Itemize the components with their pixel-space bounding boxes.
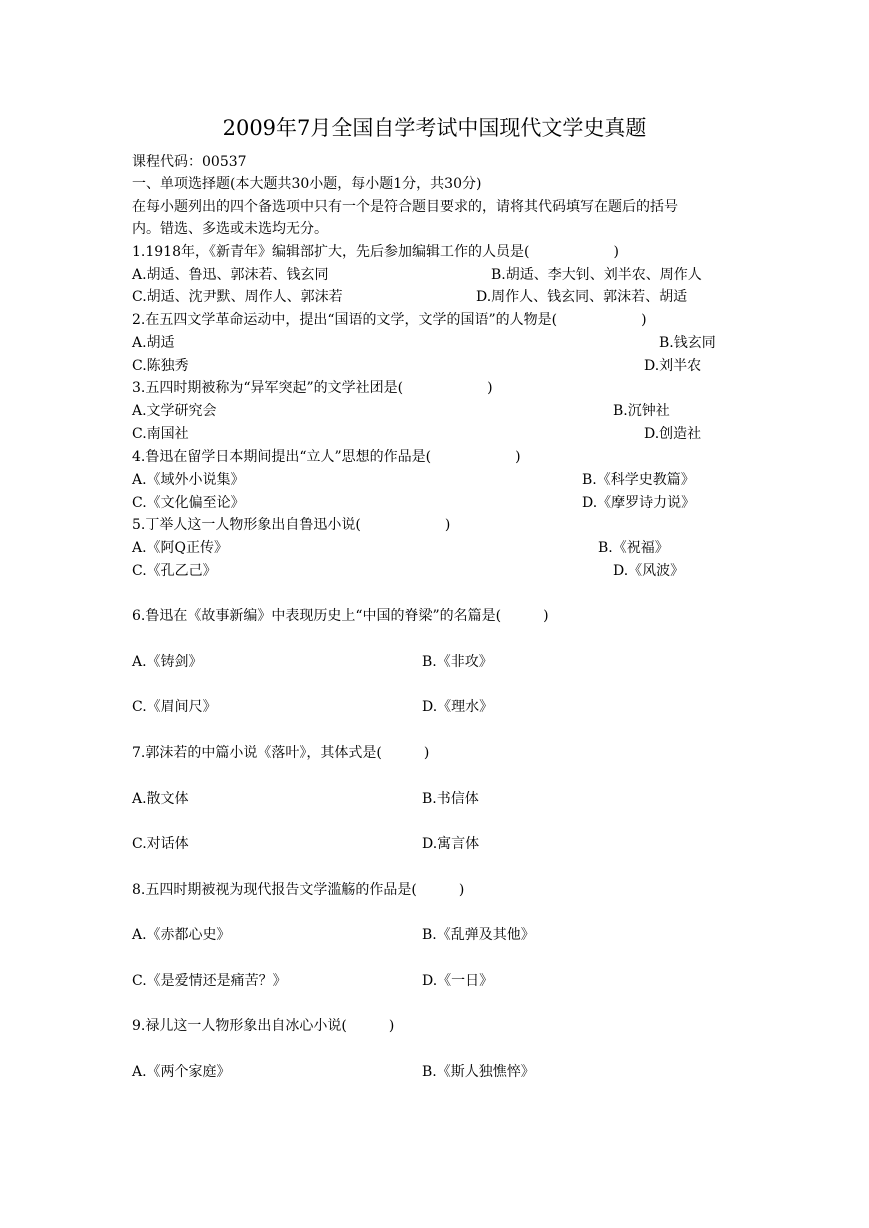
option-c: C.《文化偏至论》 (132, 495, 245, 511)
option-b: B.胡适、李大钊、刘半农、周作人 (491, 267, 702, 283)
option-a: A.《赤都心史》 (132, 927, 231, 943)
section-heading: 一、单项选择题(本大题共30小题，每小题1分，共30分) (132, 176, 482, 192)
course-code: 课程代码：00537 (132, 154, 247, 170)
option-b: B.《非攻》 (422, 654, 493, 670)
option-c: C.《是爱情还是痛苦？》 (132, 973, 287, 989)
option-c: C.《眉间尺》 (132, 699, 217, 715)
option-c: C.胡适、沈尹默、周作人、郭沫若 (132, 289, 343, 305)
option-b: B.《乱弹及其他》 (422, 927, 535, 943)
question-stem: 5.丁举人这一人物形象出自鲁迅小说( ) (132, 517, 451, 533)
option-c: C.南国社 (132, 426, 189, 442)
option-a: A.散文体 (132, 791, 189, 807)
question-stem: 2.在五四文学革命运动中，提出“国语的文学，文学的国语”的人物是( ) (132, 312, 647, 328)
option-c: C.陈独秀 (132, 358, 189, 374)
question-stem: 8.五四时期被视为现代报告文学滥觞的作品是( ) (132, 882, 465, 898)
option-d: D.刘半农 (644, 358, 702, 374)
option-c: C.对话体 (132, 836, 189, 852)
option-a: A.《阿Q正传》 (132, 540, 229, 556)
option-b: B.钱玄同 (659, 335, 716, 351)
option-a: A.《铸剑》 (132, 654, 203, 670)
question-stem: 9.禄儿这一人物形象出自冰心小说( ) (132, 1018, 395, 1034)
option-d: D.寓言体 (422, 836, 480, 852)
question-stem: 3.五四时期被称为“异军突起”的文学社团是( ) (132, 380, 493, 396)
option-d: D.《摩罗诗力说》 (582, 495, 696, 511)
option-d: D.《理水》 (422, 699, 494, 715)
option-d: D.创造社 (644, 426, 702, 442)
option-a: A.胡适 (132, 335, 175, 351)
question-stem: 7.郭沫若的中篇小说《落叶》，其体式是( ) (132, 745, 430, 761)
option-b: B.沉钟社 (613, 403, 670, 419)
option-b: B.《斯人独憔悴》 (422, 1064, 535, 1080)
option-a: A.文学研究会 (132, 403, 217, 419)
page-title: 2009年7月全国自学考试中国现代文学史真题 (222, 116, 647, 140)
option-b: B.书信体 (422, 791, 479, 807)
question-stem: 1.1918年，《新青年》编辑部扩大，先后参加编辑工作的人员是( ) (132, 244, 619, 260)
instruction-line: 内。错选、多选或未选均无分。 (132, 221, 328, 237)
option-d: D.《风波》 (613, 563, 685, 579)
question-stem: 4.鲁迅在留学日本期间提出“立人”思想的作品是( ) (132, 449, 521, 465)
option-a: A.胡适、鲁迅、郭沫若、钱玄同 (132, 267, 329, 283)
option-a: A.《两个家庭》 (132, 1064, 231, 1080)
option-b: B.《祝福》 (598, 540, 669, 556)
question-stem: 6.鲁迅在《故事新编》中表现历史上“中国的脊梁”的名篇是( ) (132, 608, 549, 624)
option-d: D.《一日》 (422, 973, 494, 989)
option-d: D.周作人、钱玄同、郭沫若、胡适 (476, 289, 688, 305)
option-b: B.《科学史教篇》 (582, 472, 695, 488)
instruction-line: 在每小题列出的四个备选项中只有一个是符合题目要求的，请将其代码填写在题后的括号 (132, 199, 678, 215)
option-a: A.《域外小说集》 (132, 472, 245, 488)
option-c: C.《孔乙己》 (132, 563, 217, 579)
